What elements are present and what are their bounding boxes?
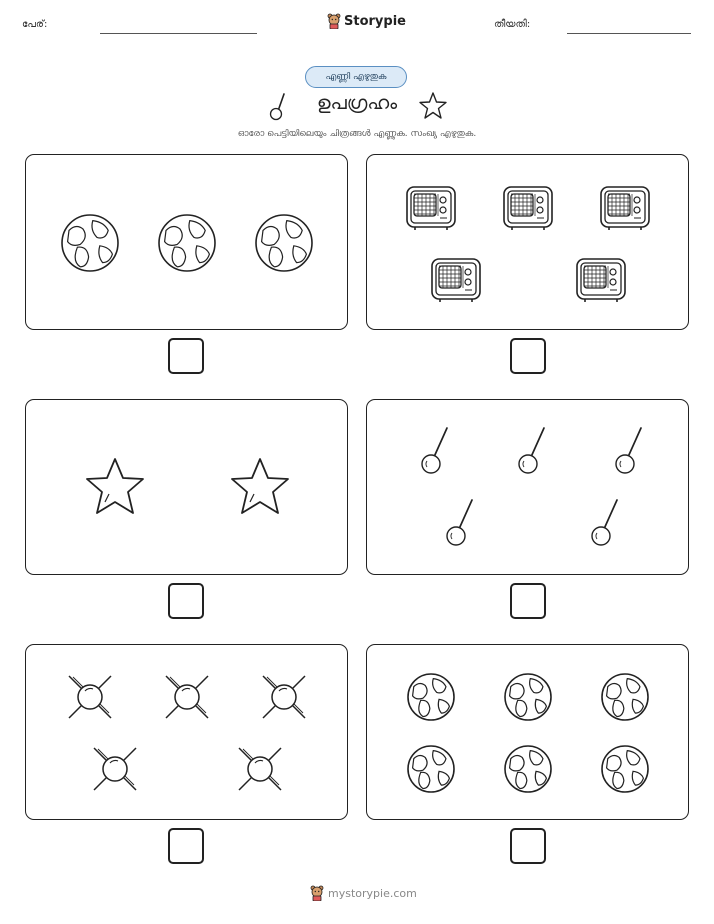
lollipop-icon <box>447 500 472 545</box>
globe-icon <box>602 674 648 720</box>
globe-icon <box>159 215 215 271</box>
star-icon <box>87 459 143 513</box>
brand-logo <box>327 13 406 29</box>
panel-items-6 <box>367 645 690 821</box>
lollipop-icon <box>592 500 617 545</box>
globe-icon <box>256 215 312 271</box>
sparkle-ball-icon <box>239 748 281 790</box>
globe-icon <box>602 746 648 792</box>
answer-box-2[interactable] <box>510 338 546 374</box>
star-icon <box>417 91 449 121</box>
sparkle-ball-icon <box>166 676 208 718</box>
panel-items-3 <box>26 400 349 576</box>
name-field[interactable] <box>100 33 257 34</box>
lollipop-icon <box>616 428 641 473</box>
count-panel-5 <box>25 644 348 820</box>
count-panel-2 <box>366 154 689 330</box>
count-panel-6 <box>366 644 689 820</box>
activity-badge: എണ്ണി എഴുതുക <box>305 66 407 88</box>
count-panel-4 <box>366 399 689 575</box>
date-label: തീയതി: <box>494 19 531 30</box>
panel-items-2 <box>367 155 690 331</box>
count-panel-3 <box>25 399 348 575</box>
name-label: പേര്: <box>22 19 48 30</box>
globe-icon <box>62 215 118 271</box>
panel-items-4 <box>367 400 690 576</box>
sparkle-ball-icon <box>263 676 305 718</box>
globe-icon <box>505 674 551 720</box>
answer-box-4[interactable] <box>510 583 546 619</box>
lollipop-icon <box>422 428 447 473</box>
tv-icon <box>504 187 552 230</box>
star-icon <box>232 459 288 513</box>
answer-box-5[interactable] <box>168 828 204 864</box>
panel-items-5 <box>26 645 349 821</box>
sparkle-ball-icon <box>94 748 136 790</box>
brand-name: Storypie <box>344 13 406 29</box>
answer-box-6[interactable] <box>510 828 546 864</box>
page-title: ഉപഗ്രഹം <box>316 92 398 114</box>
answer-box-1[interactable] <box>168 338 204 374</box>
lollipop-icon <box>519 428 544 473</box>
bear-icon <box>327 13 341 29</box>
bear-icon <box>310 885 324 901</box>
answer-box-3[interactable] <box>168 583 204 619</box>
footer-url: mystorypie.com <box>328 886 417 900</box>
globe-icon <box>408 746 454 792</box>
tv-icon <box>577 259 625 302</box>
sparkle-ball-icon <box>69 676 111 718</box>
globe-icon <box>505 746 551 792</box>
tv-icon <box>407 187 455 230</box>
instructions: ഓരോ പെട്ടിയിലെയും ചിത്രങ്ങൾ എണ്ണുക. സംഖ്യ എഴുതുക. <box>237 129 477 139</box>
tv-icon <box>432 259 480 302</box>
globe-icon <box>408 674 454 720</box>
footer <box>310 885 417 901</box>
tv-icon <box>601 187 649 230</box>
count-panel-1 <box>25 154 348 330</box>
date-field[interactable] <box>567 33 691 34</box>
panel-items-1 <box>26 155 349 331</box>
